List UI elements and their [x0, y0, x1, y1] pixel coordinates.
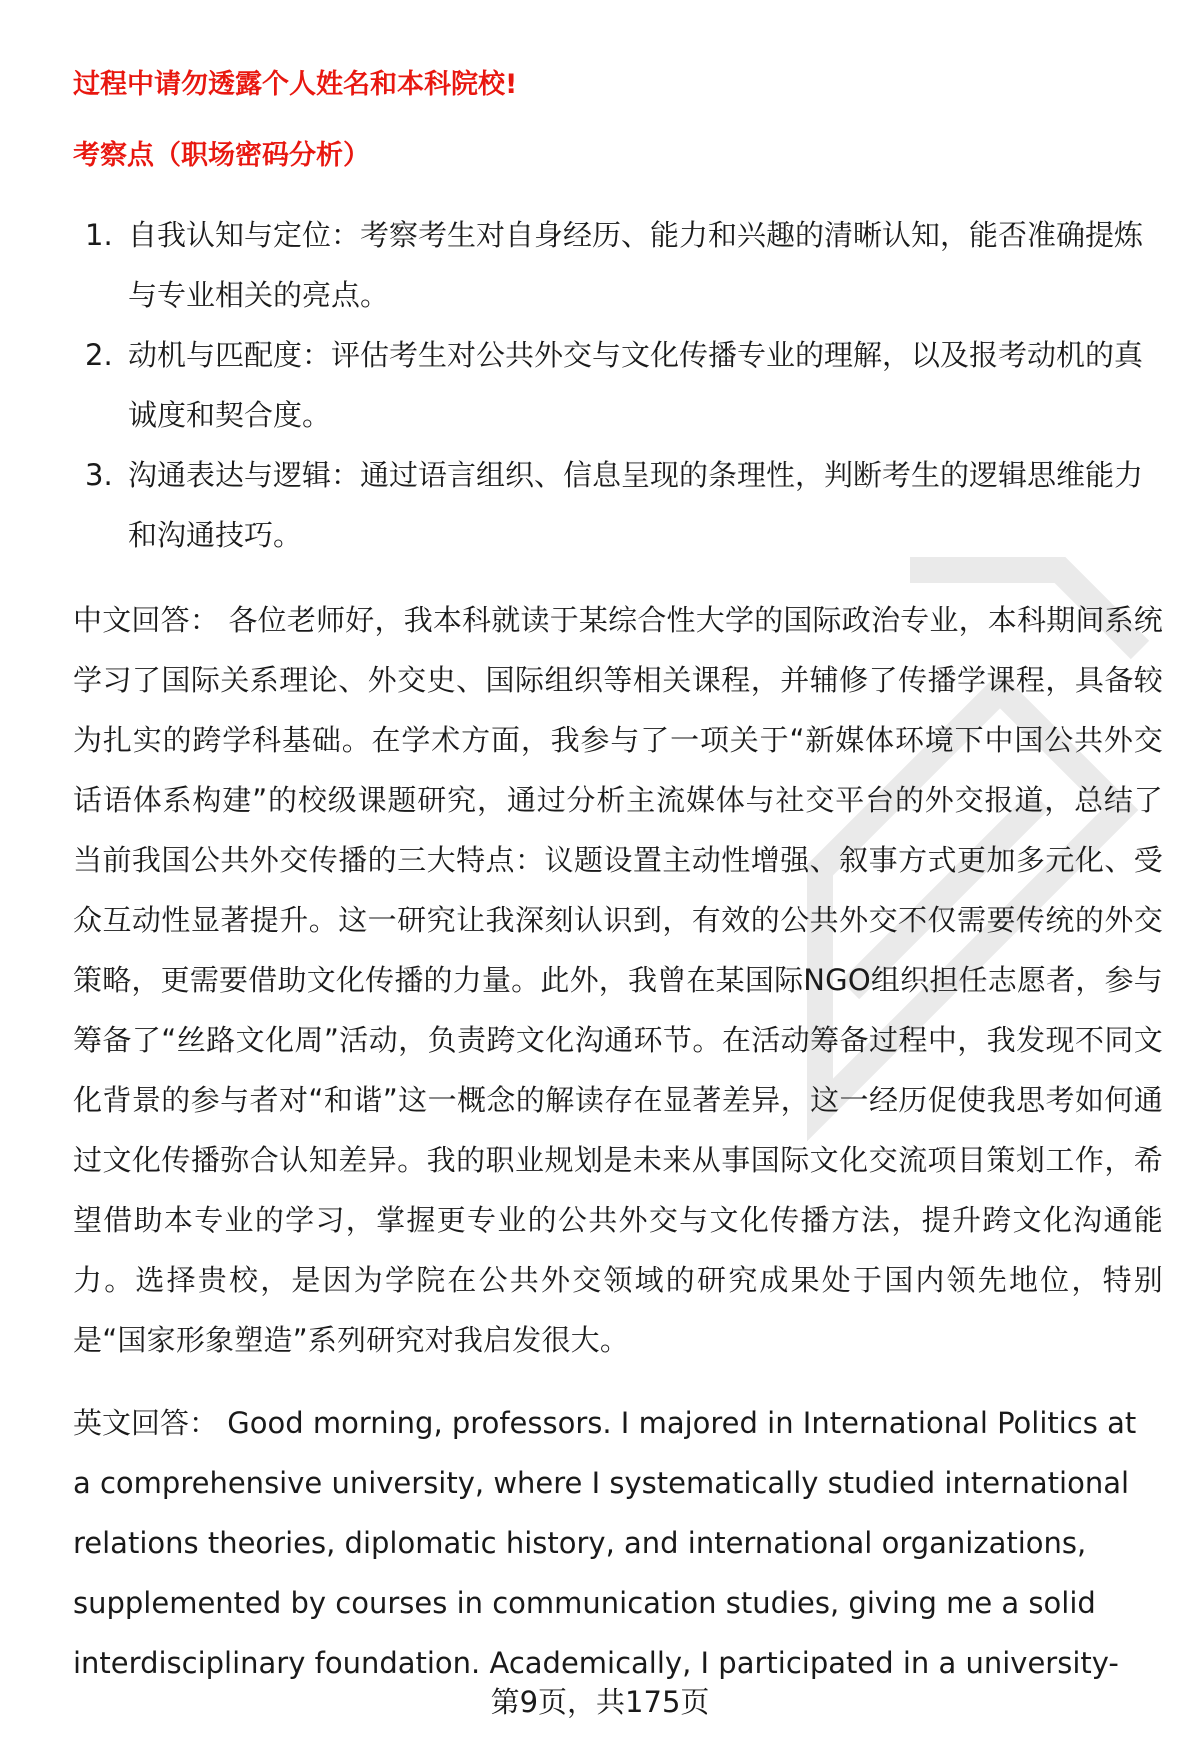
english-answer-label: 英文回答：	[73, 1406, 219, 1440]
assessment-points-list	[73, 205, 1163, 565]
chinese-answer-text: 各位老师好，我本科就读于某综合性大学的国际政治专业，本科期间系统学习了国际关系理论、外交史、国际组织等相关课程，并辅修了传播学课程，具备较为扎实的跨学科基础。在学术方面，我参与了一项关于“新媒体环境下中国公共外交话语体系构建”的校级课题研究，通过分析主流媒体与社交平台的外交报道，总结了当前我国公共外交传播的三大特点：议题设置主动性增强、叙事方式更加多元化、受众互动性显著提升。这一研究让我深刻认识到，有效的公共外交不仅需要传统的外交策略，更需要借助文化传播的力量。此外，我曾在某国际NGO组织担任志愿者，参与筹备了“丝路文化周”活动，负责跨文化沟通环节。在活动筹备过程中，我发现不同文化背景的参与者对“和谐”这一概念的解读存在显著差异，这一经历促使我思考如何通过文化传播弥合认知差异。我的职业规划是未来从事国际文化交流项目策划工作，希望借助本专业的学习，掌握更专业的公共外交与文化传播方法，提升跨文化沟通能力。选择贵校，是因为学院在公共外交领域的研究成果处于国内领先地位，特别是“国家形象塑造”系列研究对我启发很大。	[73, 603, 1164, 1357]
privacy-warning: 过程中请勿透露个人姓名和本科院校!	[73, 69, 518, 100]
list-item-text: 沟通表达与逻辑：通过语言组织、信息呈现的条理性，判断考生的逻辑思维能力和沟通技巧。	[128, 458, 1144, 552]
list-item-number: 3.	[85, 458, 113, 492]
page-number-footer: 第9页，共175页	[490, 1685, 710, 1719]
list-item	[73, 325, 1163, 445]
section-heading: 考察点（职场密码分析）	[73, 140, 370, 171]
list-item-text: 自我认知与定位：考察考生对自身经历、能力和兴趣的清晰认知，能否准确提炼与专业相关的亮点。	[128, 218, 1144, 312]
chinese-answer-paragraph	[73, 590, 1163, 1370]
list-item	[73, 205, 1163, 325]
list-item	[73, 445, 1163, 565]
list-item-number: 1.	[85, 218, 113, 252]
list-item-text: 动机与匹配度：评估考生对公共外交与文化传播专业的理解，以及报考动机的真诚度和契合度。	[128, 338, 1144, 432]
english-answer-paragraph	[73, 1393, 1163, 1693]
list-item-number: 2.	[85, 338, 113, 372]
chinese-answer-label: 中文回答：	[73, 603, 220, 637]
english-answer-text: Good morning, professors. I majored in International Politics at a comprehensive university, where I systematically studied international relations theories, diplomatic history, and international organizations, supplemented by courses in communication studies, giving me a solid interdisciplinary foundation. Academically, I participated in a university-	[73, 1406, 1137, 1680]
